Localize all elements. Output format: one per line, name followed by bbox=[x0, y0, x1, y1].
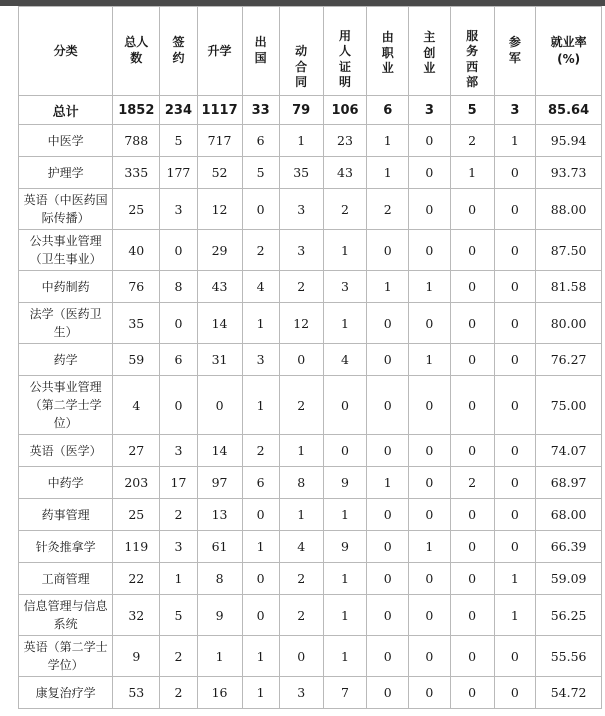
row-cell: 203 bbox=[113, 467, 160, 499]
row-cell: 0 bbox=[494, 499, 536, 531]
row-cell: 0 bbox=[367, 499, 409, 531]
header-military: 参军 bbox=[494, 7, 536, 96]
row-cell: 1 bbox=[323, 303, 367, 344]
row-cell: 0 bbox=[367, 435, 409, 467]
row-cell: 1 bbox=[242, 531, 279, 563]
row-cell: 1 bbox=[279, 499, 323, 531]
header-self-employed: 主创业 bbox=[409, 7, 451, 96]
row-cell: 4 bbox=[323, 344, 367, 376]
table-row bbox=[19, 435, 602, 467]
row-category: 公共事业管理（卫生事业） bbox=[19, 230, 113, 271]
row-cell: 2 bbox=[279, 271, 323, 303]
total-label: 总计 bbox=[19, 96, 113, 125]
row-cell: 14 bbox=[197, 303, 242, 344]
row-cell: 0 bbox=[494, 435, 536, 467]
row-cell: 0 bbox=[242, 499, 279, 531]
row-cell: 12 bbox=[197, 189, 242, 230]
row-cell: 0 bbox=[494, 271, 536, 303]
total-cell: 234 bbox=[160, 96, 197, 125]
row-cell: 6 bbox=[242, 125, 279, 157]
table-row bbox=[19, 563, 602, 595]
header-abroad: 出国 bbox=[242, 7, 279, 96]
row-cell: 95.94 bbox=[536, 125, 602, 157]
header-employment-rate: 就业率(%) bbox=[536, 7, 602, 96]
row-cell: 7 bbox=[323, 677, 367, 709]
row-cell: 2 bbox=[160, 499, 197, 531]
row-cell: 0 bbox=[367, 563, 409, 595]
table-row bbox=[19, 189, 602, 230]
table-row bbox=[19, 595, 602, 636]
row-cell: 13 bbox=[197, 499, 242, 531]
row-cell: 14 bbox=[197, 435, 242, 467]
row-cell: 0 bbox=[494, 157, 536, 189]
row-cell: 0 bbox=[409, 435, 451, 467]
header-western-service: 服务西部 bbox=[450, 7, 494, 96]
row-cell: 3 bbox=[242, 344, 279, 376]
row-cell: 27 bbox=[113, 435, 160, 467]
table-row bbox=[19, 125, 602, 157]
row-cell: 4 bbox=[113, 376, 160, 435]
total-cell: 5 bbox=[450, 96, 494, 125]
row-cell: 1 bbox=[160, 563, 197, 595]
row-cell: 55.56 bbox=[536, 636, 602, 677]
table-row bbox=[19, 531, 602, 563]
row-cell: 2 bbox=[242, 230, 279, 271]
row-cell: 0 bbox=[160, 303, 197, 344]
header-row bbox=[19, 7, 602, 96]
total-cell: 33 bbox=[242, 96, 279, 125]
row-cell: 0 bbox=[409, 636, 451, 677]
total-cell: 1852 bbox=[113, 96, 160, 125]
row-cell: 0 bbox=[197, 376, 242, 435]
row-cell: 0 bbox=[450, 271, 494, 303]
row-cell: 1 bbox=[323, 563, 367, 595]
row-cell: 31 bbox=[197, 344, 242, 376]
header-employer-certificate: 用人证明 bbox=[323, 7, 367, 96]
row-cell: 2 bbox=[242, 435, 279, 467]
row-cell: 0 bbox=[450, 230, 494, 271]
row-cell: 0 bbox=[160, 376, 197, 435]
row-cell: 40 bbox=[113, 230, 160, 271]
row-cell: 0 bbox=[409, 157, 451, 189]
row-cell: 9 bbox=[197, 595, 242, 636]
row-cell: 2 bbox=[323, 189, 367, 230]
row-cell: 6 bbox=[242, 467, 279, 499]
row-cell: 0 bbox=[409, 376, 451, 435]
row-cell: 0 bbox=[242, 563, 279, 595]
row-cell: 0 bbox=[450, 303, 494, 344]
row-category: 公共事业管理（第二学士学位） bbox=[19, 376, 113, 435]
row-cell: 6 bbox=[160, 344, 197, 376]
header-further-study: 升学 bbox=[197, 7, 242, 96]
row-cell: 1 bbox=[367, 271, 409, 303]
row-cell: 0 bbox=[450, 636, 494, 677]
row-cell: 0 bbox=[450, 435, 494, 467]
row-cell: 0 bbox=[367, 636, 409, 677]
row-cell: 8 bbox=[197, 563, 242, 595]
row-cell: 1 bbox=[494, 125, 536, 157]
header-total-count: 总人数 bbox=[113, 7, 160, 96]
row-cell: 56.25 bbox=[536, 595, 602, 636]
row-cell: 22 bbox=[113, 563, 160, 595]
row-cell: 0 bbox=[160, 230, 197, 271]
row-category: 中药学 bbox=[19, 467, 113, 499]
row-cell: 35 bbox=[113, 303, 160, 344]
row-cell: 1 bbox=[367, 125, 409, 157]
total-cell: 106 bbox=[323, 96, 367, 125]
row-cell: 1 bbox=[323, 636, 367, 677]
row-cell: 717 bbox=[197, 125, 242, 157]
row-cell: 74.07 bbox=[536, 435, 602, 467]
row-cell: 75.00 bbox=[536, 376, 602, 435]
table-row bbox=[19, 467, 602, 499]
row-cell: 1 bbox=[279, 125, 323, 157]
row-cell: 0 bbox=[367, 677, 409, 709]
row-cell: 2 bbox=[160, 677, 197, 709]
total-row bbox=[19, 96, 602, 125]
row-cell: 3 bbox=[160, 189, 197, 230]
row-category: 中药制药 bbox=[19, 271, 113, 303]
row-cell: 0 bbox=[494, 376, 536, 435]
row-cell: 2 bbox=[450, 125, 494, 157]
row-cell: 1 bbox=[279, 435, 323, 467]
row-cell: 3 bbox=[279, 677, 323, 709]
row-cell: 0 bbox=[494, 303, 536, 344]
table-row bbox=[19, 157, 602, 189]
row-category: 英语（第二学士学位） bbox=[19, 636, 113, 677]
row-cell: 3 bbox=[279, 230, 323, 271]
table-row bbox=[19, 499, 602, 531]
row-cell: 1 bbox=[242, 636, 279, 677]
row-cell: 0 bbox=[279, 636, 323, 677]
row-cell: 5 bbox=[160, 125, 197, 157]
table-row bbox=[19, 230, 602, 271]
row-cell: 2 bbox=[279, 563, 323, 595]
row-cell: 1 bbox=[367, 157, 409, 189]
total-cell: 1117 bbox=[197, 96, 242, 125]
row-cell: 0 bbox=[450, 677, 494, 709]
row-cell: 3 bbox=[323, 271, 367, 303]
row-cell: 9 bbox=[323, 467, 367, 499]
row-cell: 0 bbox=[494, 677, 536, 709]
row-category: 药事管理 bbox=[19, 499, 113, 531]
row-category: 康复治疗学 bbox=[19, 677, 113, 709]
row-cell: 0 bbox=[450, 376, 494, 435]
row-cell: 29 bbox=[197, 230, 242, 271]
row-cell: 76 bbox=[113, 271, 160, 303]
row-cell: 788 bbox=[113, 125, 160, 157]
row-cell: 0 bbox=[367, 595, 409, 636]
row-cell: 1 bbox=[323, 595, 367, 636]
table-row bbox=[19, 303, 602, 344]
row-cell: 0 bbox=[494, 467, 536, 499]
row-cell: 0 bbox=[367, 344, 409, 376]
row-cell: 1 bbox=[323, 499, 367, 531]
row-cell: 1 bbox=[242, 677, 279, 709]
row-cell: 5 bbox=[242, 157, 279, 189]
row-cell: 1 bbox=[409, 531, 451, 563]
row-cell: 81.58 bbox=[536, 271, 602, 303]
table-row bbox=[19, 636, 602, 677]
row-cell: 4 bbox=[279, 531, 323, 563]
row-category: 护理学 bbox=[19, 157, 113, 189]
employment-table bbox=[18, 6, 602, 709]
row-cell: 35 bbox=[279, 157, 323, 189]
row-cell: 0 bbox=[409, 467, 451, 499]
header-signed: 签约 bbox=[160, 7, 197, 96]
row-cell: 88.00 bbox=[536, 189, 602, 230]
row-cell: 97 bbox=[197, 467, 242, 499]
row-cell: 93.73 bbox=[536, 157, 602, 189]
header-freelance: 由职业 bbox=[367, 7, 409, 96]
row-cell: 0 bbox=[242, 189, 279, 230]
row-cell: 9 bbox=[323, 531, 367, 563]
row-cell: 2 bbox=[450, 467, 494, 499]
row-cell: 1 bbox=[409, 271, 451, 303]
row-cell: 54.72 bbox=[536, 677, 602, 709]
row-cell: 59 bbox=[113, 344, 160, 376]
row-cell: 0 bbox=[242, 595, 279, 636]
row-category: 英语（中医药国际传播） bbox=[19, 189, 113, 230]
row-cell: 0 bbox=[494, 189, 536, 230]
table-row bbox=[19, 271, 602, 303]
row-cell: 1 bbox=[450, 157, 494, 189]
row-cell: 61 bbox=[197, 531, 242, 563]
row-cell: 0 bbox=[279, 344, 323, 376]
total-cell: 85.64 bbox=[536, 96, 602, 125]
row-cell: 1 bbox=[494, 595, 536, 636]
row-cell: 2 bbox=[160, 636, 197, 677]
row-cell: 2 bbox=[367, 189, 409, 230]
row-category: 针灸推拿学 bbox=[19, 531, 113, 563]
header-labor-contract: 动合同 bbox=[279, 7, 323, 96]
row-cell: 0 bbox=[450, 344, 494, 376]
total-cell: 6 bbox=[367, 96, 409, 125]
row-cell: 0 bbox=[494, 636, 536, 677]
row-cell: 0 bbox=[367, 303, 409, 344]
row-cell: 0 bbox=[367, 531, 409, 563]
row-cell: 0 bbox=[409, 125, 451, 157]
row-cell: 43 bbox=[323, 157, 367, 189]
row-category: 工商管理 bbox=[19, 563, 113, 595]
row-category: 法学（医药卫生） bbox=[19, 303, 113, 344]
row-cell: 1 bbox=[409, 344, 451, 376]
row-cell: 1 bbox=[323, 230, 367, 271]
row-cell: 0 bbox=[323, 435, 367, 467]
row-cell: 0 bbox=[367, 230, 409, 271]
row-cell: 3 bbox=[279, 189, 323, 230]
row-cell: 0 bbox=[409, 677, 451, 709]
row-cell: 0 bbox=[494, 230, 536, 271]
row-cell: 8 bbox=[160, 271, 197, 303]
row-cell: 2 bbox=[279, 376, 323, 435]
row-cell: 1 bbox=[197, 636, 242, 677]
row-cell: 0 bbox=[450, 499, 494, 531]
row-cell: 0 bbox=[450, 531, 494, 563]
row-cell: 177 bbox=[160, 157, 197, 189]
row-cell: 80.00 bbox=[536, 303, 602, 344]
row-cell: 53 bbox=[113, 677, 160, 709]
row-cell: 0 bbox=[450, 595, 494, 636]
row-cell: 2 bbox=[279, 595, 323, 636]
row-cell: 335 bbox=[113, 157, 160, 189]
table-row bbox=[19, 677, 602, 709]
row-cell: 68.97 bbox=[536, 467, 602, 499]
row-cell: 9 bbox=[113, 636, 160, 677]
row-cell: 0 bbox=[367, 376, 409, 435]
row-category: 信息管理与信息系统 bbox=[19, 595, 113, 636]
row-cell: 119 bbox=[113, 531, 160, 563]
row-cell: 59.09 bbox=[536, 563, 602, 595]
header-category: 分类 bbox=[19, 7, 113, 96]
row-cell: 12 bbox=[279, 303, 323, 344]
row-cell: 0 bbox=[494, 531, 536, 563]
row-cell: 1 bbox=[494, 563, 536, 595]
row-cell: 0 bbox=[409, 189, 451, 230]
row-cell: 25 bbox=[113, 189, 160, 230]
row-cell: 0 bbox=[323, 376, 367, 435]
row-cell: 23 bbox=[323, 125, 367, 157]
row-cell: 0 bbox=[409, 563, 451, 595]
row-cell: 3 bbox=[160, 435, 197, 467]
row-category: 药学 bbox=[19, 344, 113, 376]
row-cell: 4 bbox=[242, 271, 279, 303]
table-row bbox=[19, 344, 602, 376]
row-category: 英语（医学） bbox=[19, 435, 113, 467]
row-cell: 8 bbox=[279, 467, 323, 499]
row-cell: 76.27 bbox=[536, 344, 602, 376]
row-cell: 3 bbox=[160, 531, 197, 563]
row-cell: 0 bbox=[409, 230, 451, 271]
total-cell: 79 bbox=[279, 96, 323, 125]
row-cell: 1 bbox=[367, 467, 409, 499]
total-cell: 3 bbox=[494, 96, 536, 125]
row-cell: 68.00 bbox=[536, 499, 602, 531]
row-cell: 52 bbox=[197, 157, 242, 189]
row-cell: 5 bbox=[160, 595, 197, 636]
row-cell: 32 bbox=[113, 595, 160, 636]
row-cell: 0 bbox=[409, 303, 451, 344]
total-cell: 3 bbox=[409, 96, 451, 125]
row-cell: 0 bbox=[409, 595, 451, 636]
row-cell: 66.39 bbox=[536, 531, 602, 563]
row-cell: 1 bbox=[242, 303, 279, 344]
table-row bbox=[19, 376, 602, 435]
row-cell: 25 bbox=[113, 499, 160, 531]
row-cell: 0 bbox=[450, 563, 494, 595]
row-cell: 87.50 bbox=[536, 230, 602, 271]
row-cell: 17 bbox=[160, 467, 197, 499]
row-cell: 0 bbox=[494, 344, 536, 376]
row-cell: 16 bbox=[197, 677, 242, 709]
row-cell: 1 bbox=[242, 376, 279, 435]
row-cell: 0 bbox=[409, 499, 451, 531]
row-cell: 43 bbox=[197, 271, 242, 303]
row-category: 中医学 bbox=[19, 125, 113, 157]
row-cell: 0 bbox=[450, 189, 494, 230]
